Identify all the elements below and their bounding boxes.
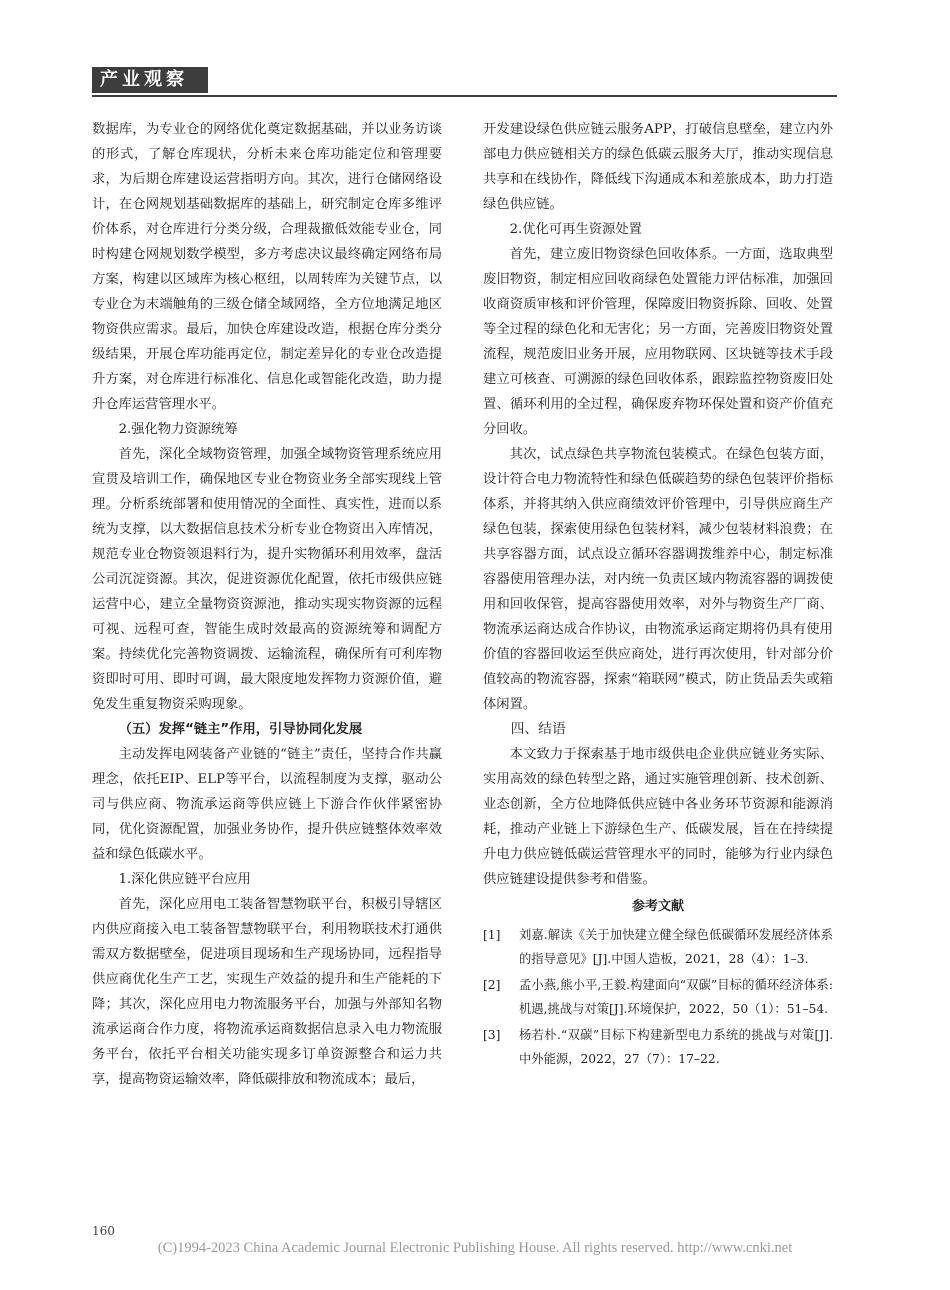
section-header-block: [92, 67, 208, 93]
section-header: [92, 67, 837, 101]
reference-text: 杨若朴.“双碳”目标下构建新型电力系统的挑战与对策[J].中外能源，2022，27（7）：17–22.: [519, 1028, 833, 1066]
paragraph: 首先，深化应用电工装备智慧物联平台，积极引导辖区内供应商接入电工装备智慧物联平台，利用物联技术打通供需双方数据壁垒，促进项目现场和生产现场协同，远程指导供应商优化生产工艺，实现生产效益的提升和生产能耗的下降；其次，深化应用电力物流服务平台，加强与外部知名物流承运商合作力度，将物流承运商数据信息录入电力物流服务平台，依托平台相关功能实现多订单资源整合和运力共享，提高物资运输效率，降低碳排放和物流成本；最后，: [92, 897, 442, 1087]
right-column: [483, 117, 833, 1073]
reference-item: [483, 1023, 833, 1071]
paragraph: 本文致力于探索基于地市级供电企业供应链业务实际、实用高效的绿色转型之路，通过实施管理创新、技术创新、业态创新，全方位地降低供应链中各业务环节资源和能源消耗，推动产业链上下游绿色生产、低碳发展，旨在在持续提升电力供应链低碳运营管理水平的同时，能够为行业内绿色供应链建设提供参考和借鉴。: [483, 747, 833, 887]
page-number: 160: [92, 1224, 115, 1238]
section-heading: 四、结语: [510, 721, 566, 737]
section-heading: （五）发挥“链主”作用，引导协同化发展: [118, 722, 363, 737]
subheading: 1.深化供应链平台应用: [118, 872, 251, 887]
reference-number: [2]: [483, 978, 501, 992]
paragraph: 首先，深化全域物资管理，加强全域物资管理系统应用宣贯及培训工作，确保地区专业仓物资业务全部实现线上管理。分析系统部署和使用情况的全面性、真实性，进而以系统为支撑，以大数据信息技术分析专业仓物资出入库情况，规范专业仓物资领退料行为，提升实物循环利用效率，盘活公司沉淀资源。其次，促进资源优化配置，依托市级供应链运营中心，建立全量物资资源池，推动实现实物资源的远程可视、远程可查，智能生成时效最高的资源统筹和调配方案。持续优化完善物资调拨、运输流程，确保所有可利库物资即时可用、即时可调，最大限度地发挥物力资源价值，避免发生重复物资采购现象。: [92, 447, 442, 712]
paragraph: 主动发挥电网装备产业链的“链主”责任，坚持合作共赢理念，依托EIP、ELP等平台，以流程制度为支撑，驱动公司与供应商、物流承运商等供应链上下游合作伙伴紧密协同，优化资源配置，加强业务协作，提升供应链整体效率效益和绿色低碳水平。: [92, 747, 442, 862]
reference-item: [483, 923, 833, 971]
copyright-footer: (C)1994-2023 China Academic Journal Electronic Publishing House. All rights reserved. http://www.cnki.net: [157, 1240, 793, 1256]
subheading: 2.强化物力资源统筹: [118, 422, 238, 437]
reference-item: [483, 973, 833, 1021]
reference-text: 刘嘉.解读《关于加快建立健全绿色低碳循环发展经济体系的指导意见》[J].中国人造板，2021，28（4）：1–3.: [519, 928, 833, 966]
header-rule: [92, 95, 837, 97]
paragraph: 开发建设绿色供应链云服务APP，打破信息壁垒，建立内外部电力供应链相关方的绿色低碳云服务大厅，推动实现信息共享和在线协作，降低线下沟通成本和差旅成本，助力打造绿色供应链。: [483, 122, 833, 212]
left-column: [92, 117, 442, 1092]
reference-number: [1]: [483, 928, 501, 942]
reference-text: 孟小燕,熊小平,王毅.构建面向“双碳”目标的循环经济体系:机遇,挑战与对策[J].环境保护，2022，50（1）：51–54.: [519, 978, 833, 1016]
paragraph: 首先，建立废旧物资绿色回收体系。一方面，选取典型废旧物资，制定相应回收商绿色处置能力评估标准，加强回收商资质审核和评价管理，保障废旧物资拆除、回收、处置等全过程的绿色化和无害化；另一方面，完善废旧物资处置流程，规范废旧业务开展，应用物联网、区块链等技术手段建立可核查、可溯源的绿色回收体系，跟踪监控物资废旧处置、循环利用的全过程，确保废弃物环保处置和资产价值充分回收。: [483, 247, 833, 437]
section-title: 产业观察: [100, 69, 188, 90]
paragraph: 其次，试点绿色共享物流包装模式。在绿色包装方面，设计符合电力物流特性和绿色低碳趋势的绿色包装评价指标体系，并将其纳入供应商绩效评价管理中，引导供应商生产绿色包装，探索使用绿色包装材料，减少包装材料浪费；在共享容器方面，试点设立循环容器调拨维养中心，制定标准容器使用管理办法，对内统一负责区域内物流容器的调拨使用和回收保管，提高容器使用效率，对外与物资生产厂商、物流承运商达成合作协议，由物流承运商定期将仍具有使用价值的容器回收运至供应商处，进行再次使用，针对部分价值较高的物流容器，探索“箱联网”模式，防止货品丢失或箱体闲置。: [483, 447, 833, 712]
paragraph: 数据库，为专业仓的网络优化奠定数据基础，并以业务访谈的形式，了解仓库现状，分析未来仓库功能定位和管理要求，为后期仓库建设运营指明方向。其次，进行仓储网络设计，在仓网规划基础数据库的基础上，研究制定仓库多维评价体系，对仓库进行分类分级，合理裁撤低效能专业仓，同时构建仓网规划数学模型，多方考虑决议最终确定网络布局方案，构建以区域库为核心枢纽，以周转库为关键节点，以专业仓为末端触角的三级仓储全域网络，全方位地满足地区物资供应需求。最后，加快仓库建设改造，根据仓库分类分级结果，开展仓库功能再定位，制定差异化的专业仓改造提升方案，对仓库进行标准化、信息化或智能化改造，助力提升仓库运营管理水平。: [92, 122, 442, 412]
references-title: 参考文献: [631, 899, 684, 914]
subheading: 2.优化可再生资源处置: [509, 222, 642, 237]
reference-number: [3]: [483, 1028, 501, 1042]
